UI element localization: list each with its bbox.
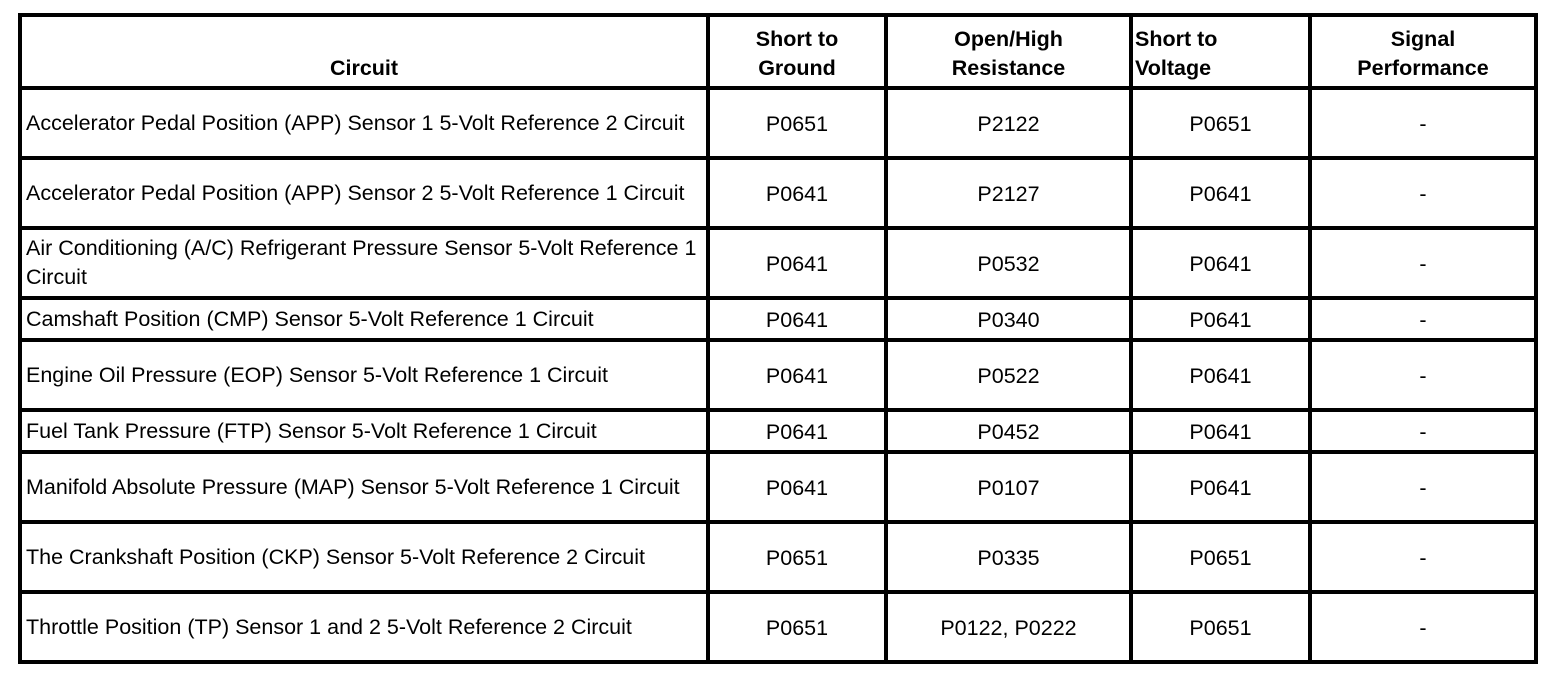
short-to-ground-cell: P0651 [708,522,886,592]
header-open-high-line1: Open/High [954,27,1063,51]
open-high-resistance-cell: P0335 [886,522,1131,592]
dtc-table [18,13,1538,664]
short-to-voltage-cell: P0641 [1131,410,1310,452]
short-to-ground-cell: P0651 [708,592,886,662]
header-short-to-voltage-line2: Voltage [1135,56,1212,80]
table-row [20,88,1536,158]
signal-performance-cell: - [1310,592,1536,662]
signal-performance-cell: - [1310,88,1536,158]
table-row [20,340,1536,410]
signal-performance-cell: - [1310,228,1536,298]
short-to-voltage-cell: P0641 [1131,452,1310,522]
header-short-to-ground-line2: Ground [758,56,836,80]
open-high-resistance-cell: P0452 [886,410,1131,452]
circuit-cell: Accelerator Pedal Position (APP) Sensor 2 5-Volt Reference 1 Circuit [20,158,708,228]
short-to-voltage-cell: P0651 [1131,592,1310,662]
signal-performance-cell: - [1310,522,1536,592]
short-to-voltage-cell: P0641 [1131,228,1310,298]
header-short-to-voltage [1131,15,1310,88]
circuit-cell: Engine Oil Pressure (EOP) Sensor 5-Volt Reference 1 Circuit [20,340,708,410]
table-body [20,88,1536,662]
signal-performance-cell: - [1310,298,1536,340]
header-signal-performance [1310,15,1536,88]
table-row [20,592,1536,662]
header-signal-perf-line2: Performance [1357,56,1489,80]
table-row [20,298,1536,340]
open-high-resistance-cell: P2127 [886,158,1131,228]
open-high-resistance-cell: P0107 [886,452,1131,522]
circuit-cell: Accelerator Pedal Position (APP) Sensor 1 5-Volt Reference 2 Circuit [20,88,708,158]
table-row [20,522,1536,592]
open-high-resistance-cell: P0340 [886,298,1131,340]
header-short-to-ground [708,15,886,88]
short-to-voltage-cell: P0651 [1131,88,1310,158]
header-open-high-resistance [886,15,1131,88]
circuit-cell: The Crankshaft Position (CKP) Sensor 5-Volt Reference 2 Circuit [20,522,708,592]
signal-performance-cell: - [1310,452,1536,522]
table-row [20,452,1536,522]
short-to-voltage-cell: P0651 [1131,522,1310,592]
circuit-cell: Camshaft Position (CMP) Sensor 5-Volt Reference 1 Circuit [20,298,708,340]
short-to-ground-cell: P0641 [708,410,886,452]
short-to-ground-cell: P0641 [708,340,886,410]
short-to-ground-cell: P0641 [708,452,886,522]
short-to-ground-cell: P0641 [708,158,886,228]
short-to-voltage-cell: P0641 [1131,340,1310,410]
short-to-voltage-cell: P0641 [1131,298,1310,340]
circuit-cell: Fuel Tank Pressure (FTP) Sensor 5-Volt Reference 1 Circuit [20,410,708,452]
short-to-ground-cell: P0641 [708,228,886,298]
short-to-ground-cell: P0651 [708,88,886,158]
signal-performance-cell: - [1310,410,1536,452]
open-high-resistance-cell: P0522 [886,340,1131,410]
circuit-cell: Air Conditioning (A/C) Refrigerant Pressure Sensor 5-Volt Reference 1 Circuit [20,228,708,298]
table-row [20,158,1536,228]
open-high-resistance-cell: P0122, P0222 [886,592,1131,662]
open-high-resistance-cell: P2122 [886,88,1131,158]
circuit-cell: Throttle Position (TP) Sensor 1 and 2 5-Volt Reference 2 Circuit [20,592,708,662]
table-row [20,228,1536,298]
header-circuit [20,15,708,88]
circuit-cell: Manifold Absolute Pressure (MAP) Sensor 5-Volt Reference 1 Circuit [20,452,708,522]
short-to-ground-cell: P0641 [708,298,886,340]
signal-performance-cell: - [1310,158,1536,228]
header-row [20,15,1536,88]
open-high-resistance-cell: P0532 [886,228,1131,298]
table-row [20,410,1536,452]
header-circuit-label: Circuit [329,56,399,80]
header-signal-perf-line1: Signal [1390,27,1456,51]
header-short-to-voltage-line1: Short to [1135,27,1218,51]
signal-performance-cell: - [1310,340,1536,410]
table-header [20,15,1536,88]
short-to-voltage-cell: P0641 [1131,158,1310,228]
header-short-to-ground-line1: Short to [755,27,839,51]
header-open-high-line2: Resistance [951,56,1066,80]
